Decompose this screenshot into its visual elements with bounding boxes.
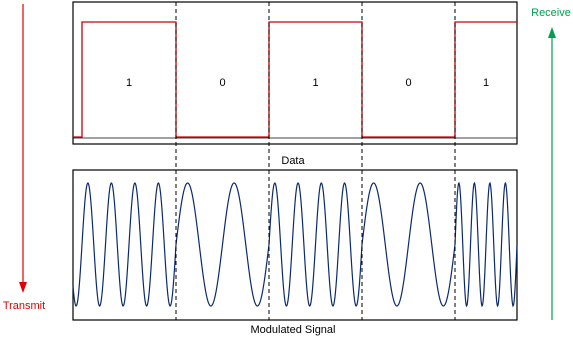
data-signal-line (73, 22, 517, 137)
transmit-label: Transmit (2, 300, 46, 312)
data-box (73, 2, 517, 144)
data-label: Data (281, 155, 305, 167)
bit-dividers (176, 2, 455, 320)
modulated-box (73, 170, 517, 320)
bit-labels (126, 77, 489, 89)
bit-value-label: 1 (482, 77, 490, 89)
modulated-signal-label: Modulated Signal (250, 324, 336, 336)
bit-value-label: 0 (405, 77, 412, 89)
data-waveform (73, 22, 517, 138)
bit-value-label: 0 (219, 77, 226, 89)
fsk-wave-path (73, 183, 517, 306)
bit-value-label: 1 (312, 77, 319, 89)
transmit-arrowhead (19, 282, 27, 293)
receive-label: Receive (531, 7, 571, 19)
receive-arrowhead (548, 27, 556, 38)
bit-value-label: 1 (125, 77, 133, 89)
modulated-waveform (73, 183, 517, 306)
